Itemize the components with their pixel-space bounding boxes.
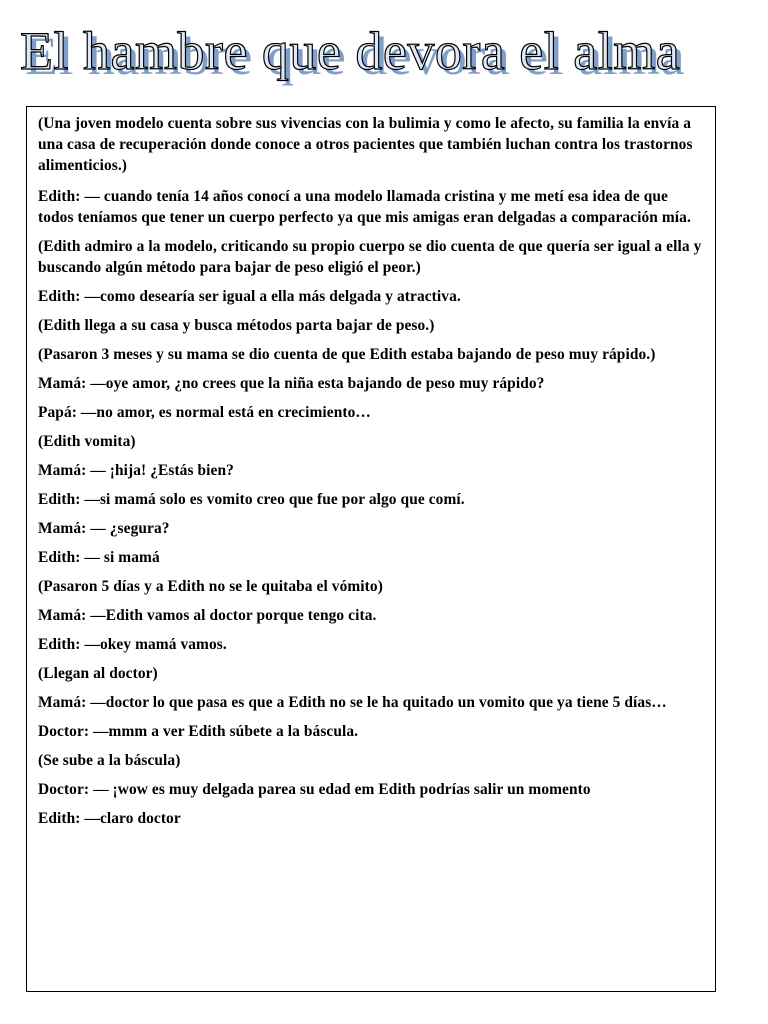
dialogue-line: Edith: — cuando tenía 14 años conocí a una modelo llamada cristina y me metí esa idea de que todos teníamos que tener un cuerpo perfecto ya que mis amigas eran delgadas a comparación mía. <box>38 188 691 226</box>
stage-direction: (Llegan al doctor) <box>38 665 158 682</box>
stage-direction: (Edith llega a su casa y busca métodos parta bajar de peso.) <box>38 317 435 334</box>
dialogue-line: Mamá: —Edith vamos al doctor porque tengo cita. <box>38 607 377 624</box>
dialogue-line: Edith: —si mamá solo es vomito creo que fue por algo que comí. <box>38 491 465 508</box>
dialogue-line: Doctor: — ¡wow es muy delgada parea su edad em Edith podrías salir un momento <box>38 781 591 798</box>
dialogue-line: Edith: — si mamá <box>38 549 160 566</box>
dialogue-line: Mamá: — ¿segura? <box>38 520 170 537</box>
stage-direction: (Una joven modelo cuenta sobre sus vivencias con la bulimia y como le afecto, su familia la envía a una casa de recuperación donde conoce a otros pacientes que también luchan contra los trastornos alimenticios.) <box>38 115 693 174</box>
dialogue-line: Mamá: —oye amor, ¿no crees que la niña esta bajando de peso muy rápido? <box>38 375 545 392</box>
dialogue-line: Edith: —como desearía ser igual a ella más delgada y atractiva. <box>38 288 461 305</box>
stage-direction: (Se sube a la báscula) <box>38 752 181 769</box>
dialogue-line: Mamá: — ¡hija! ¿Estás bien? <box>38 462 234 479</box>
stage-direction: (Pasaron 5 días y a Edith no se le quitaba el vómito) <box>38 578 383 595</box>
dialogue-line: Mamá: —doctor lo que pasa es que a Edith no se le ha quitado un vomito que ya tiene 5 días… <box>38 694 667 711</box>
dialogue-line: Doctor: —mmm a ver Edith súbete a la báscula. <box>38 723 359 740</box>
dialogue-line: Edith: —okey mamá vamos. <box>38 636 227 653</box>
dialogue-line: Edith: —claro doctor <box>38 810 181 827</box>
stage-direction: (Edith admiro a la modelo, criticando su propio cuerpo se dio cuenta de que quería ser igual a ella y buscando algún método para bajar de peso eligió el peor.) <box>38 238 702 276</box>
dialogue-line: Papá: —no amor, es normal está en crecimiento… <box>38 404 371 421</box>
stage-direction: (Edith vomita) <box>38 433 136 450</box>
script-text-box <box>26 106 716 992</box>
stage-direction: (Pasaron 3 meses y su mama se dio cuenta de que Edith estaba bajando de peso muy rápido.) <box>38 346 656 363</box>
document-title: El hambre que devora el alma <box>20 21 681 81</box>
